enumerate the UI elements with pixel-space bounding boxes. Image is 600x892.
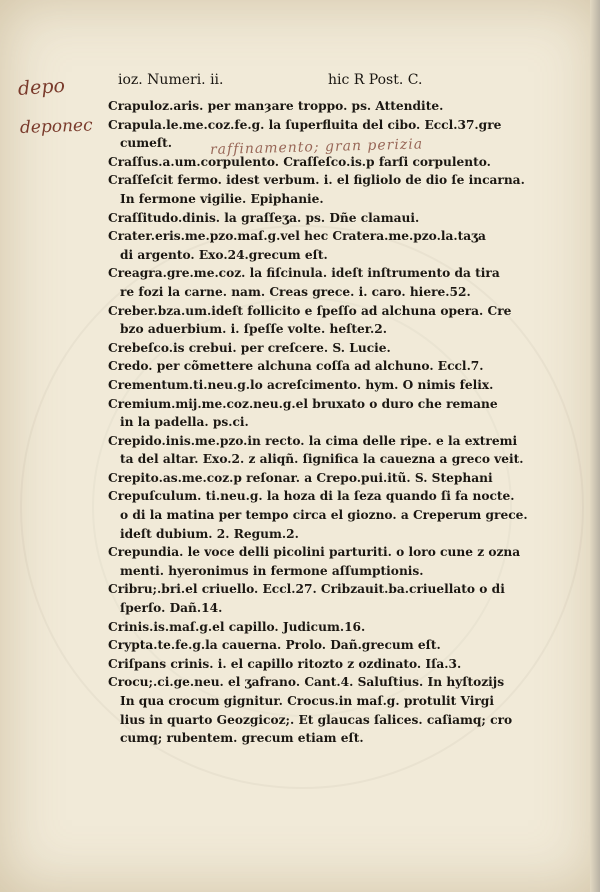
text-line: bzo aduerbium. i. ſpeſſe volte. heſter.2. bbox=[120, 322, 387, 337]
text-line: Crepido.inis.me.pzo.in recto. la cima delle ripe. e la extremi bbox=[108, 433, 518, 448]
text-line: Craſſitudo.dinis. la graſſeʒa. ps. Dñe clamaui. bbox=[108, 210, 420, 225]
text-line: lius in quarto Geozgicoz;. Et glaucas ſalices. caſiamq; cro bbox=[120, 712, 513, 727]
text-line: Creber.bza.um.ideſt follicito e ſpeſſo ad alchuna opera. Cre bbox=[108, 303, 512, 318]
page-edge bbox=[590, 0, 600, 892]
text-line: Crapula.le.me.coz.fe.g. la ſuperfluita del cibo. Eccl.37.gre bbox=[108, 117, 502, 132]
text-line: di argento. Exo.24.grecum eſt. bbox=[120, 247, 328, 262]
text-line: Crepuſculum. ti.neu.g. la hoza di la ſeza quando ſi fa nocte. bbox=[108, 489, 515, 504]
margin-note: deponec bbox=[19, 115, 93, 138]
text-line: Crapuloz.aris. per manȝare troppo. ps. Attendite. bbox=[108, 99, 444, 113]
margin-note: depo bbox=[17, 74, 66, 100]
text-line: Criſpans crinis. i. el capillo ritozto z ozdinato. Iſa.3. bbox=[108, 656, 462, 671]
text-line: Crocu;.ci.ge.neu. el ʒafrano. Cant.4. Saluſtius. In hyſtozijs bbox=[108, 675, 505, 690]
text-line: Crepito.as.me.coz.p reſonar. a Crepo.pui.itũ. S. Stephani bbox=[108, 470, 493, 485]
text-line: in la padella. ps.ci. bbox=[120, 415, 249, 430]
text-line: Creagra.gre.me.coz. la fiſcinula. ideſt inſtrumento da tira bbox=[108, 266, 500, 281]
header-right: hic R Post. C. bbox=[328, 72, 423, 88]
text-line: ta del altar. Exo.2. z aliqñ. ſignifica la cauezna a greco veit. bbox=[120, 452, 524, 467]
text-line: Crementum.ti.neu.g.lo acreſcimento. hym. O nimis felix. bbox=[108, 377, 494, 392]
text-line: Credo. per cõmettere alchuna coſſa ad alchuno. Eccl.7. bbox=[108, 359, 484, 374]
text-line: In qua crocum gignitur. Crocus.in maſ.g. protulit Virgi bbox=[120, 694, 494, 708]
text-line: ſperſo. Dañ.14. bbox=[120, 601, 223, 616]
text-line: Crater.eris.me.pzo.maſ.g.vel hec Cratera.me.pzo.la.taʒa bbox=[108, 229, 486, 244]
text-line: re fozi la carne. nam. Creas grece. i. caro. hiere.52. bbox=[120, 284, 471, 299]
text-line: Crebeſco.is crebui. per creſcere. S. Lucie. bbox=[108, 340, 391, 355]
text-line: Craſſeſcit fermo. idest verbum. i. el figliolo de dio ſe incarna. bbox=[108, 173, 525, 188]
text-line: Crypta.te.fe.g.la cauerna. Prolo. Dañ.grecum eſt. bbox=[108, 638, 441, 653]
text-line: ideſt dubium. 2. Regum.2. bbox=[120, 526, 299, 541]
text-line: cumeſt. bbox=[120, 136, 173, 151]
text-line: In fermone vigilie. Epiphanie. bbox=[120, 191, 324, 206]
text-line: menti. hyeronimus in fermone aſſumptionis. bbox=[120, 563, 424, 578]
text-line: Cribru;.bri.el criuello. Eccl.27. Cribzauit.ba.criuellato o di bbox=[108, 582, 505, 597]
header-left: ioz. Numeri. ii. bbox=[118, 72, 224, 88]
text-line: Cremium.mij.me.coz.neu.g.el bruxato o duro che remane bbox=[108, 396, 498, 411]
text-line: Crinis.is.maſ.g.el capillo. Judicum.16. bbox=[108, 619, 366, 634]
text-line: o di la matina per tempo circa el giozno. a Creperum grece. bbox=[120, 508, 528, 523]
text-line: Craſſus.a.um.corpulento. Craſſeſco.is.p farſi corpulento. bbox=[108, 154, 491, 169]
interlinear-note: raffinamento; gran perizia bbox=[209, 136, 424, 158]
text-line: cumq; rubentem. grecum etiam eſt. bbox=[120, 731, 364, 746]
text-line: Crepundia. le voce delli picolini parturiti. o loro cune z ozna bbox=[108, 545, 521, 560]
text-column bbox=[108, 97, 568, 748]
